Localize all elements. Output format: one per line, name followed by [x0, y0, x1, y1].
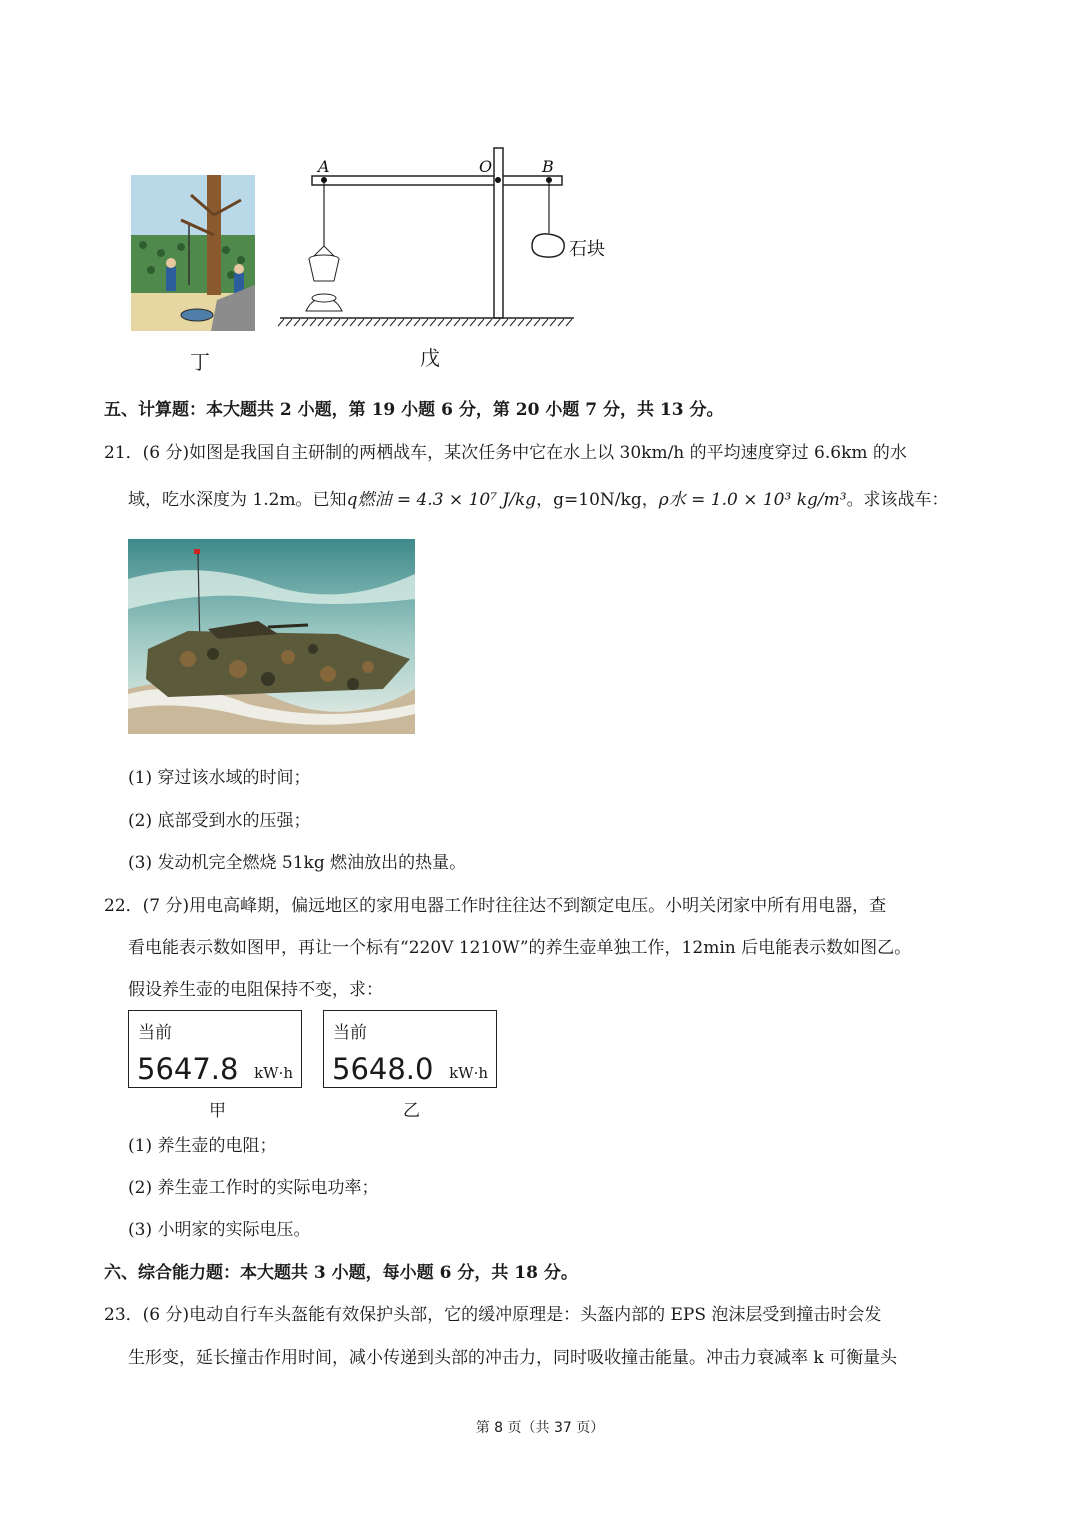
q22-line2: 看电能表示数如图甲，再让一个标有“220V 1210W”的养生壶单独工作，12min 后电能表示数如图乙。 [128, 938, 912, 958]
meter-jia-title: 当前 [138, 1023, 172, 1043]
q22-sub3: (3) 小明家的实际电压。 [128, 1220, 311, 1240]
meter-jia-unit: kW·h [254, 1064, 293, 1082]
q23-line2: 生形变，延长撞击作用时间，减小传递到头部的冲击力，同时吸收撞击能量。冲击力衰减率 k 可衡量头 [128, 1348, 898, 1368]
label-b: B [542, 157, 554, 176]
section-6-title: 六、综合能力题：本大题共 3 小题，每小题 6 分，共 18 分。 [104, 1263, 578, 1283]
formula-water-density: ρ水 = 1.0 × 10³ kg/m³ [658, 490, 847, 510]
q22-sub2: (2) 养生壶工作时的实际电功率； [128, 1178, 379, 1198]
q21-line1: 21．(6 分)如图是我国自主研制的两栖战车，某次任务中它在水上以 30km/h 的平均速度穿过 6.6km 的水 [104, 443, 907, 463]
figure-wu-caption: 戊 [420, 346, 440, 370]
energy-meter-jia [128, 1010, 302, 1088]
formula-fuel-heat-value: q燃油 = 4.3 × 10⁷ J/kg [346, 490, 537, 510]
figure-ding-illustration [131, 175, 255, 331]
q22-sub1: (1) 养生壶的电阻； [128, 1136, 277, 1156]
meter-yi-value: 5648.0 [332, 1052, 434, 1086]
label-o: O [479, 157, 493, 176]
q22-line1: 22．(7 分)用电高峰期，偏远地区的家用电器工作时往往达不到额定电压。小明关闭家中所有用电器，查 [104, 896, 887, 916]
meter-yi-caption: 乙 [403, 1101, 420, 1121]
q21-sub2: (2) 底部受到水的压强； [128, 811, 311, 831]
q21-sub1: (1) 穿过该水域的时间； [128, 768, 311, 788]
q23-line1: 23．(6 分)电动自行车头盔能有效保护头部，它的缓冲原理是：头盔内部的 EPS 泡沫层受到撞击时会发 [104, 1305, 882, 1325]
meter-yi-unit: kW·h [449, 1064, 488, 1082]
label-a: A [318, 157, 330, 176]
amphibious-vehicle-photo [128, 539, 415, 734]
meter-jia-caption: 甲 [209, 1101, 226, 1121]
meter-yi-title: 当前 [333, 1023, 367, 1043]
section-5-title: 五、计算题：本大题共 2 小题，第 19 小题 6 分，第 20 小题 7 分，共 13 分。 [104, 400, 724, 420]
q21-sub3: (3) 发动机完全燃烧 51kg 燃油放出的热量。 [128, 853, 467, 873]
q22-line3: 假设养生壶的电阻保持不变，求： [128, 980, 383, 1000]
energy-meter-yi [323, 1010, 497, 1088]
q21-line2: 域，吃水深度为 1.2m。已知q燃油 = 4.3 × 10⁷ J/kg，g=10N/kg，ρ水 = 1.0 × 10³ kg/m³。求该战车： [128, 490, 949, 510]
meter-jia-value: 5647.8 [137, 1052, 239, 1086]
figure-ding-caption: 丁 [190, 350, 210, 374]
label-stone: 石块 [569, 239, 605, 260]
page-number-footer: 第 8 页（共 37 页） [475, 1420, 605, 1436]
figure-wu-lever-diagram [276, 148, 605, 334]
